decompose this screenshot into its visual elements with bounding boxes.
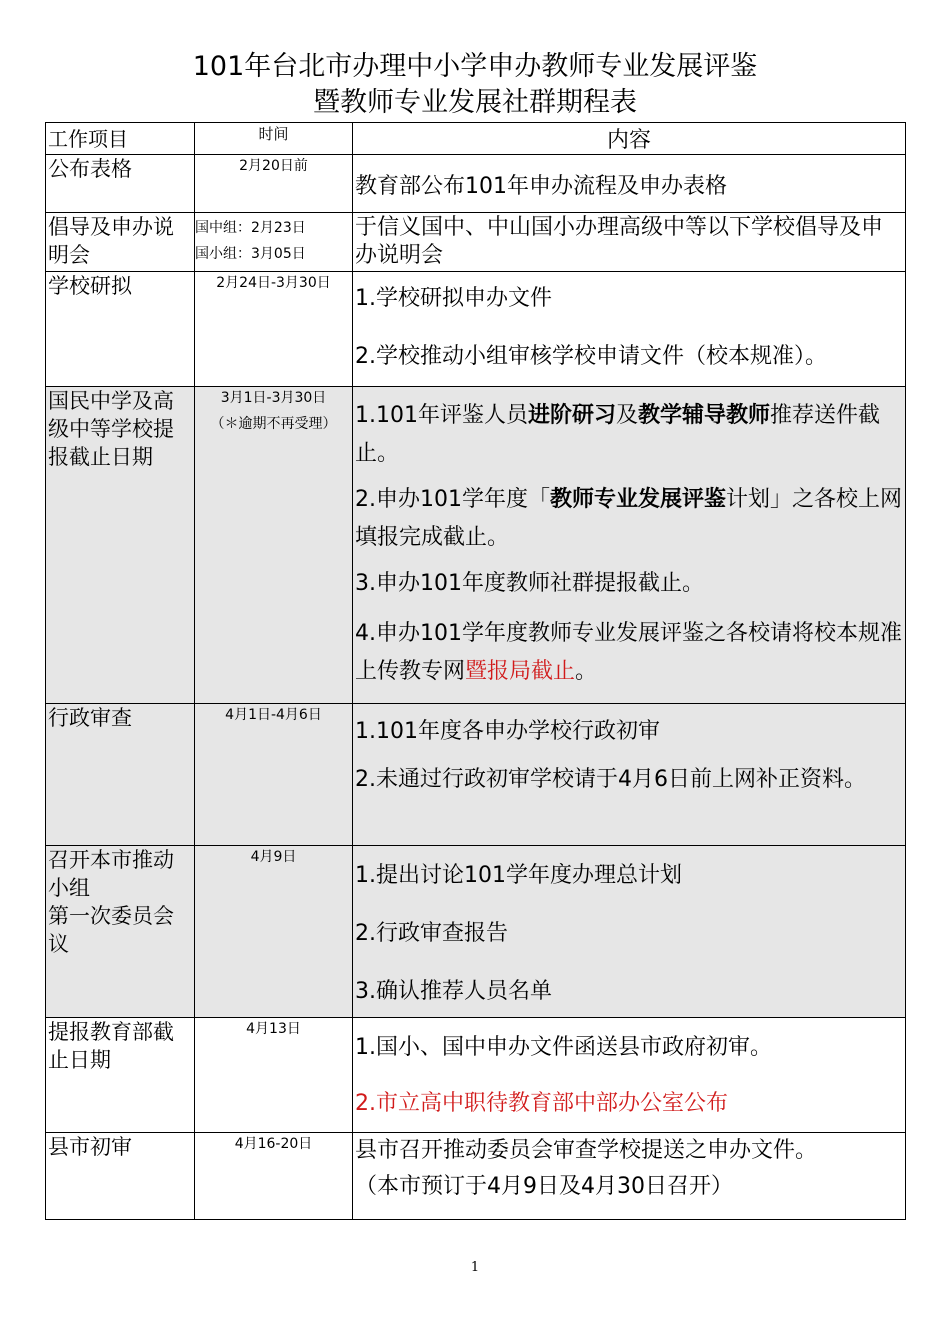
item-line: 召开本市推动小组	[48, 848, 174, 900]
row-content	[353, 846, 906, 1018]
table-row	[46, 387, 906, 704]
content-line: 4.申办101学年度教师专业发展评鉴之各校请将校本规准上传教专网暨报局截止。	[355, 621, 902, 684]
content-line: （本市预订于4月9日及4月30日召开）	[355, 1174, 733, 1199]
header-time: 时间	[195, 123, 353, 155]
row-time: 2月20日前	[195, 155, 353, 213]
item-line: 第一次委员会议	[48, 904, 174, 956]
content-line: 3.申办101年度教师社群提报截止。	[355, 571, 704, 596]
row-content	[353, 704, 906, 846]
row-content	[353, 213, 906, 272]
content-line: 1.提出讨论101学年度办理总计划	[355, 863, 682, 888]
content-line: 2.未通过行政初审学校请于4月6日前上网补正资料。	[355, 767, 866, 792]
row-item: 提报教育部截止日期	[46, 1018, 195, 1133]
row-item: 公布表格	[46, 155, 195, 213]
table-row	[46, 213, 906, 272]
row-content	[353, 1018, 906, 1133]
content-line: 2.行政审查报告	[355, 921, 508, 946]
table-row	[46, 1018, 906, 1133]
header-row	[46, 123, 906, 155]
doc-title-line2: 暨教师专业发展社群期程表	[313, 87, 637, 118]
row-content	[353, 1133, 906, 1220]
header-item: 工作项目	[46, 123, 195, 155]
row-content	[353, 155, 906, 213]
content-line: 县市召开推动委员会审查学校提送之申办文件。	[355, 1138, 818, 1163]
table-row	[46, 155, 906, 213]
row-content	[353, 272, 906, 387]
table-row	[46, 272, 906, 387]
content-line: 1.国小、国中申办文件函送县市政府初审。	[355, 1035, 772, 1060]
table-row	[46, 846, 906, 1018]
time-line: 国小组：3月05日	[195, 246, 306, 262]
time-line: 国中组：2月23日	[195, 220, 306, 236]
header-content: 内容	[353, 123, 906, 155]
row-item: 倡导及申办说明会	[46, 213, 195, 272]
schedule-table	[45, 122, 906, 1220]
row-item: 县市初审	[46, 1133, 195, 1220]
content-line: 1.101年评鉴人员进阶研习及教学辅导教师推荐送件截止。	[355, 403, 881, 466]
row-content	[353, 387, 906, 704]
row-time: 4月13日	[195, 1018, 353, 1133]
content-line: 2.学校推动小组审核学校申请文件（校本规准）。	[355, 344, 827, 369]
row-time	[195, 387, 353, 704]
doc-title-line1: 101年台北市办理中小学申办教师专业发展评鉴	[192, 51, 758, 82]
page-number: 1	[470, 1260, 480, 1275]
content-line: 2.申办101学年度「教师专业发展评鉴计划」之各校上网填报完成截止。	[355, 487, 903, 550]
row-time: 4月9日	[195, 846, 353, 1018]
row-item	[46, 846, 195, 1018]
row-time: 2月24日-3月30日	[195, 272, 353, 387]
table-row	[46, 704, 906, 846]
row-time: 4月16-20日	[195, 1133, 353, 1220]
content-line: 1.101年度各申办学校行政初审	[355, 719, 660, 744]
row-time: 4月1日-4月6日	[195, 704, 353, 846]
time-note: （＊逾期不再受理）	[210, 416, 337, 432]
table-row	[46, 1133, 906, 1220]
content-line: 2.市立高中职待教育部中部办公室公布	[355, 1091, 728, 1116]
row-item: 行政审查	[46, 704, 195, 846]
row-item: 学校研拟	[46, 272, 195, 387]
time-line: 3月1日-3月30日	[220, 390, 327, 406]
content-line: 1.学校研拟申办文件	[355, 286, 552, 311]
content-line: 于信义国中、中山国小办理高级中等以下学校倡导及申办说明会	[355, 215, 884, 268]
row-item: 国民中学及高级中等学校提报截止日期	[46, 387, 195, 704]
content-line: 3.确认推荐人员名单	[355, 979, 552, 1004]
row-time	[195, 213, 353, 272]
content-line: 教育部公布101年申办流程及申办表格	[355, 174, 727, 199]
